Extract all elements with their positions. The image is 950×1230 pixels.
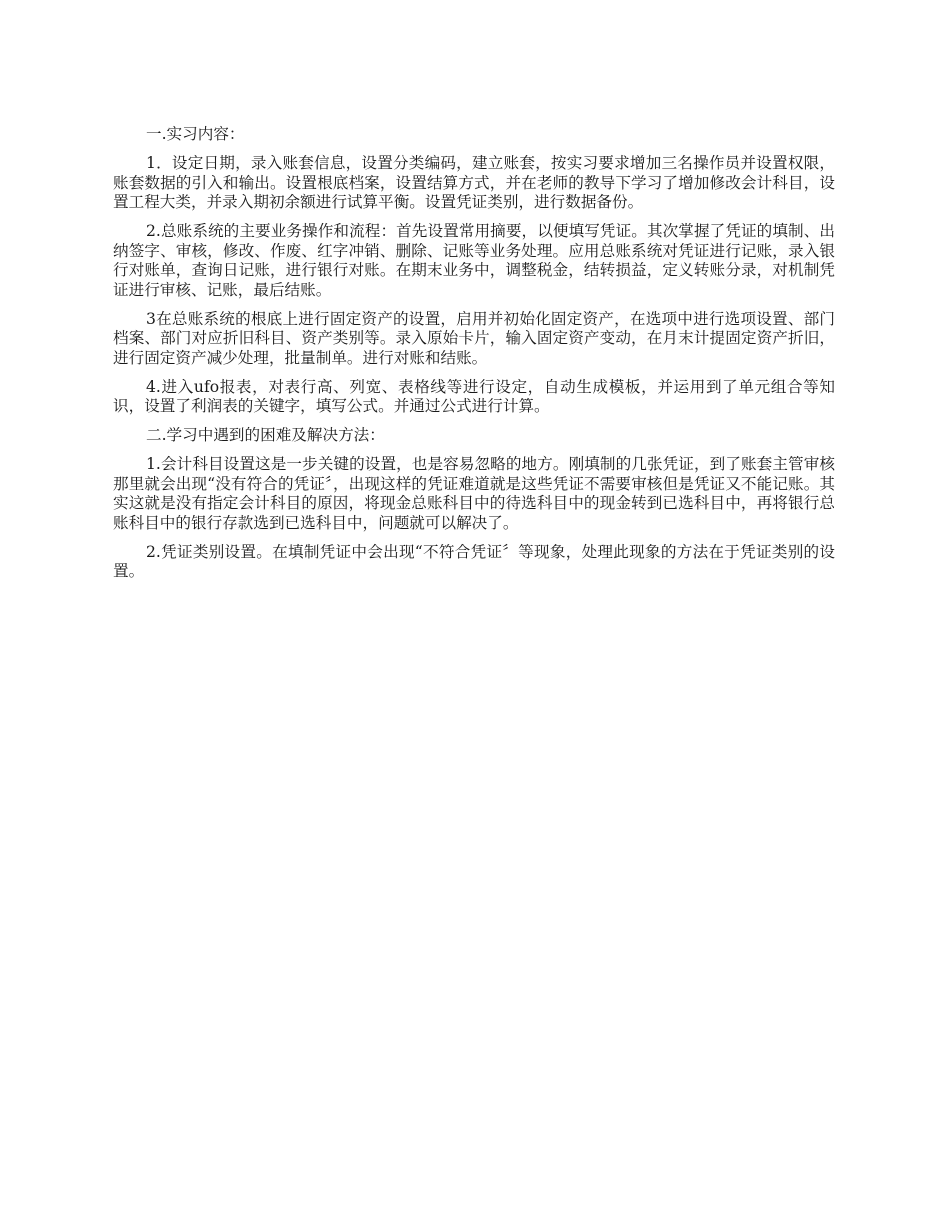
document-body: [113, 125, 835, 591]
section-heading-difficulties: 二.学习中遇到的困难及解决方法：: [146, 426, 385, 444]
paragraph-item-4: 4.进入ufo报表，对表行高、列宽、表格线等进行设定，自动生成模板，并运用到了单元组合等知识，设置了利润表的关键字，填写公式。并通过公式进行计算。: [113, 377, 835, 415]
paragraph-item-3: 3在总账系统的根底上进行固定资产的设置，启用并初始化固定资产，在选项中进行选项设置、部门档案、部门对应折旧科目、资产类别等。录入原始卡片，输入固定资产变动，在月末计提固定资产折旧，进行固定资产减少处理，批量制单。进行对账和结账。: [113, 309, 835, 367]
paragraph-difficulty-1: 1.会计科目设置这是一步关键的设置，也是容易忽略的地方。刚填制的几张凭证，到了账套主管审核那里就会出现“没有符合的凭证〞，出现这样的凭证难道就是这些凭证不需要审核但是凭证又不能记账。其实这就是没有指定会计科目的原因，将现金总账科目中的待选科目中的现金转到已选科目中，再将银行总账科目中的银行存款选到已选科目中，问题就可以解决了。: [113, 455, 835, 532]
paragraph-item-1: 1．设定日期，录入账套信息，设置分类编码，建立账套，按实习要求增加三名操作员并设置权限，账套数据的引入和输出。设置根底档案，设置结算方式，并在老师的教导下学习了增加修改会计科目，设置工程大类，并录入期初余额进行试算平衡。设置凭证类别，进行数据备份。: [113, 154, 835, 211]
paragraph-item-2: 2.总账系统的主要业务操作和流程：首先设置常用摘要，以便填写凭证。其次掌握了凭证的填制、出纳签字、审核，修改、作废、红字冲销、删除、记账等业务处理。应用总账系统对凭证进行记账，录入银行对账单，查询日记账，进行银行对账。在期末业务中，调整税金，结转损益，定义转账分录，对机制凭证进行审核、记账，最后结账。: [113, 222, 835, 299]
section-heading-internship-content: 一.实习内容：: [146, 125, 245, 143]
paragraph-difficulty-2: 2.凭证类别设置。在填制凭证中会出现“不符合凭证〞等现象，处理此现象的方法在于凭证类别的设置。: [113, 542, 835, 580]
